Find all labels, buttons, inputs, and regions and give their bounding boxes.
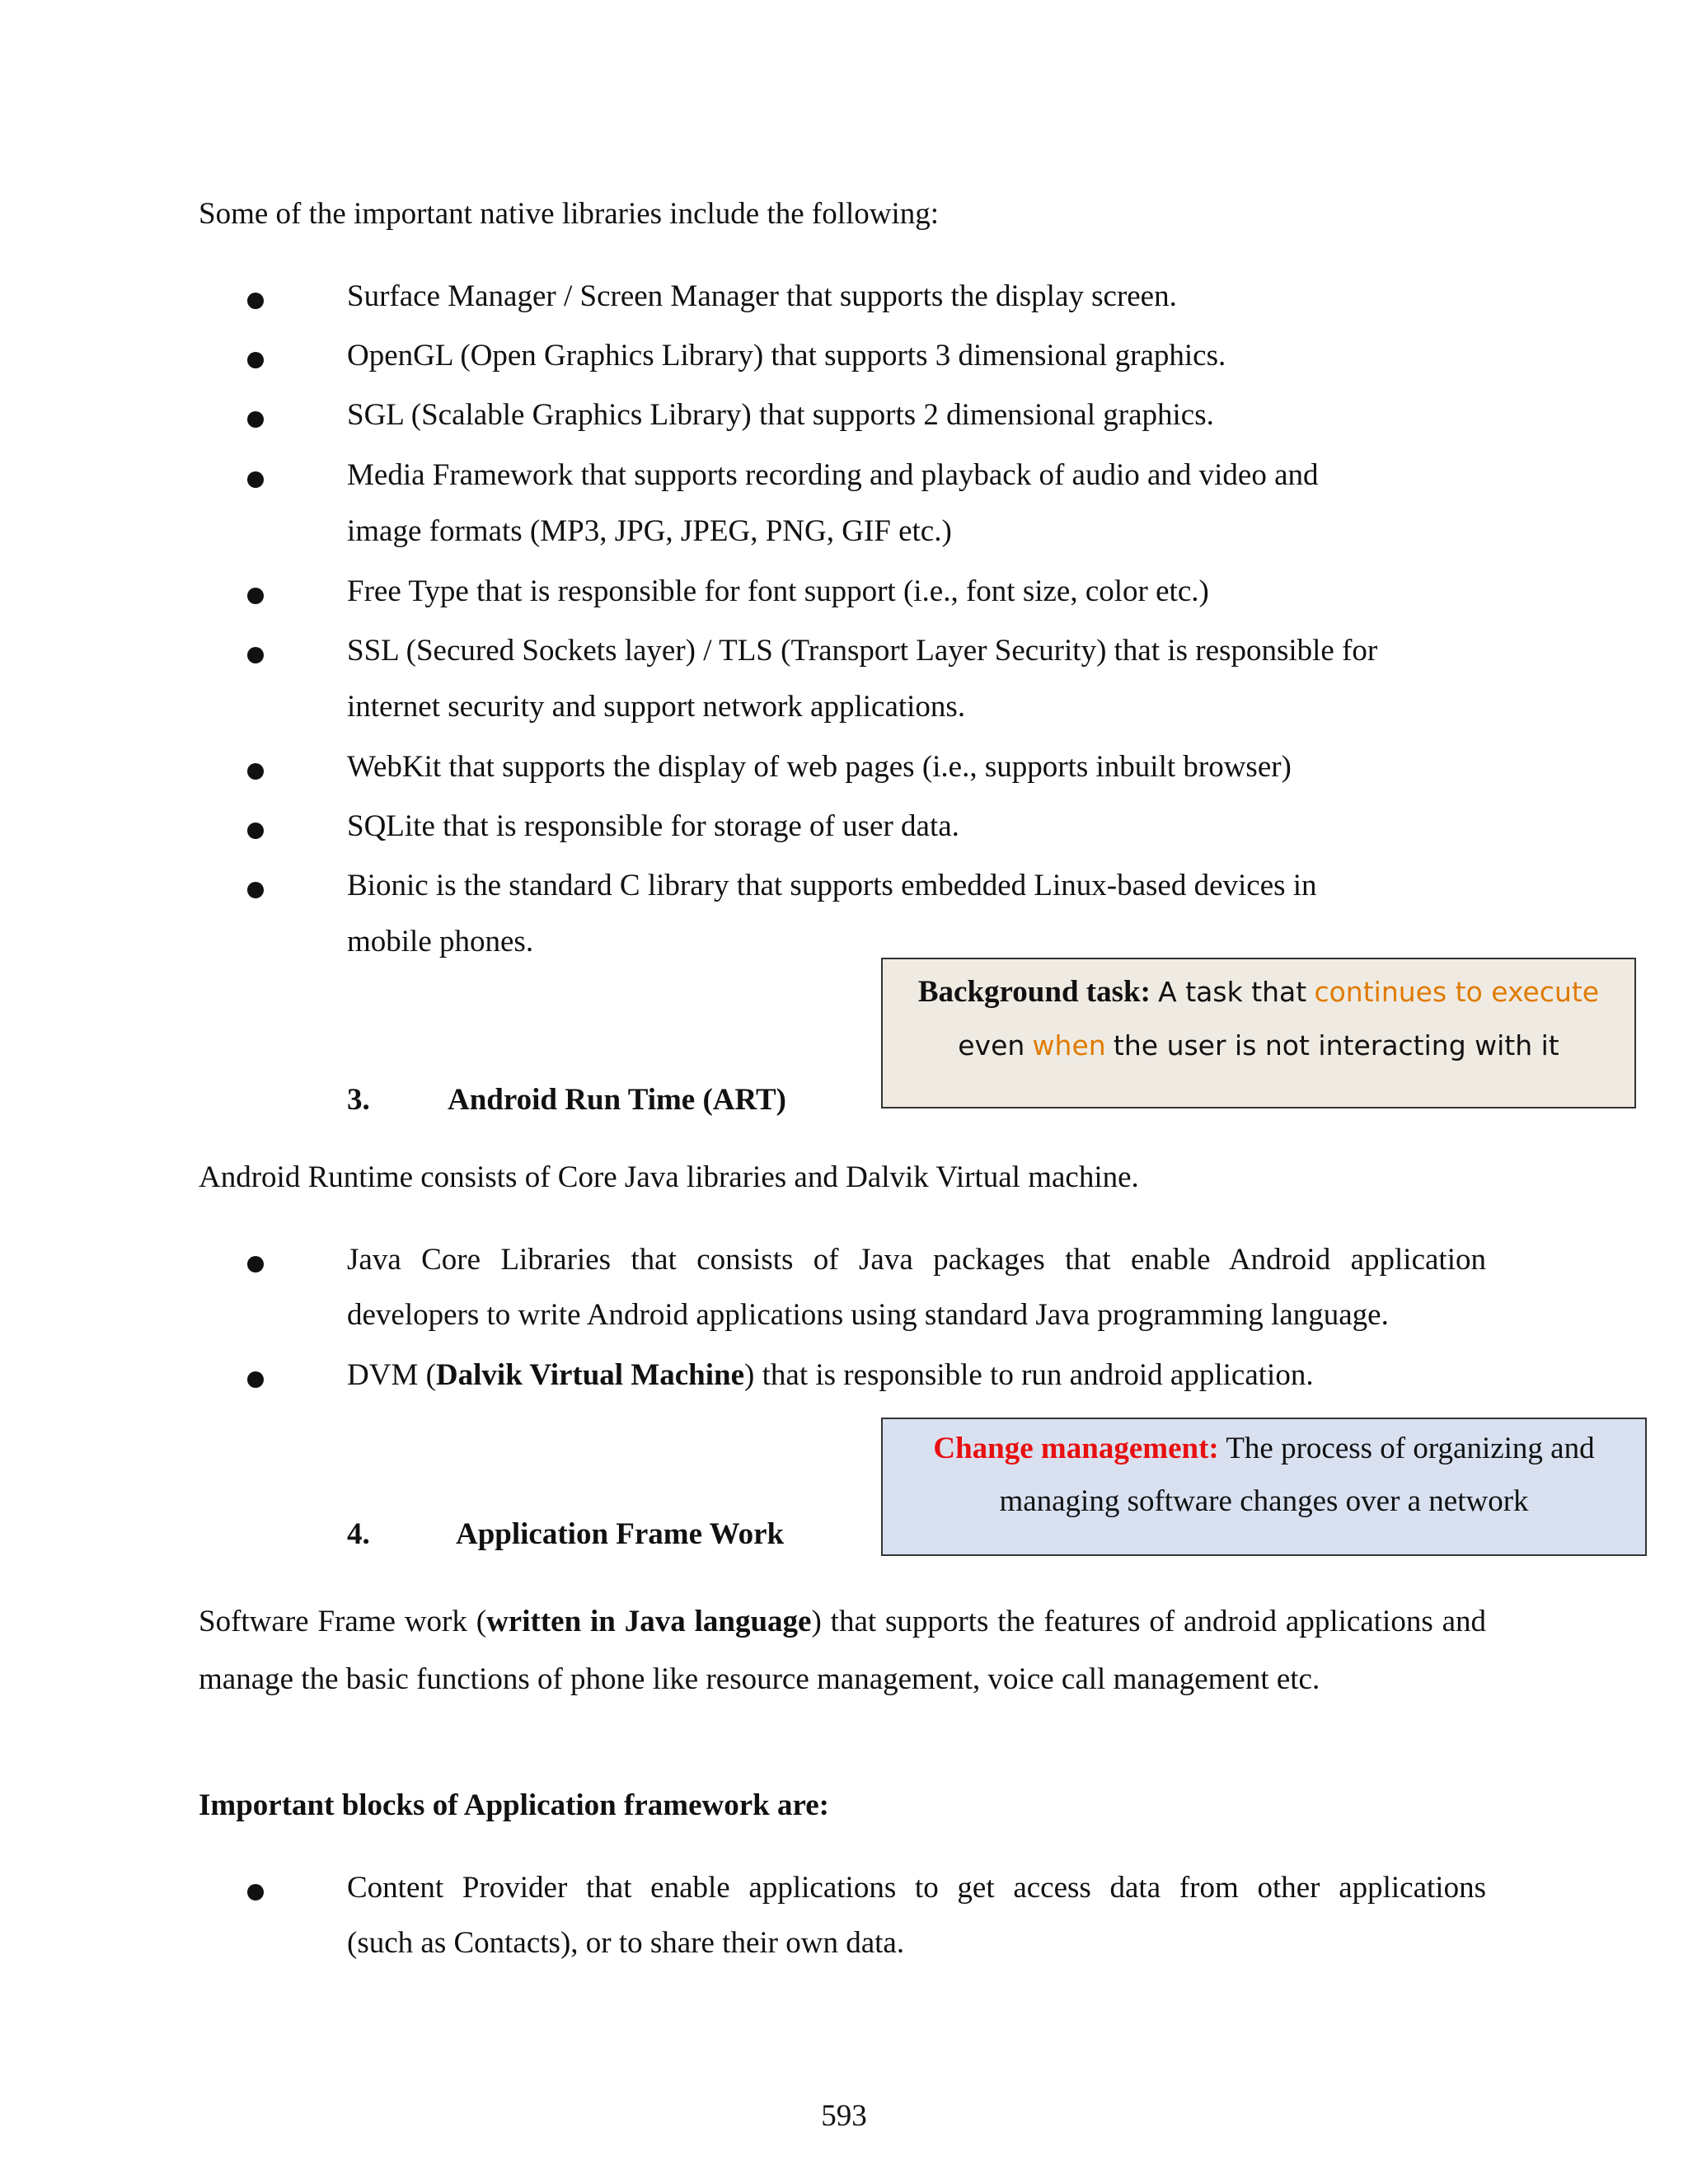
intro-text: Some of the important native libraries include the following: xyxy=(199,197,940,231)
paragraph-text: Software Frame work ( xyxy=(199,1605,487,1638)
bullet-icon xyxy=(247,823,264,839)
section-title: Android Run Time (ART) xyxy=(448,1083,786,1117)
callout-line xyxy=(883,974,1634,1010)
bullet-icon xyxy=(247,293,264,309)
dvm-bold: Dalvik Virtual Machine xyxy=(435,1358,745,1392)
list-item-text: mobile phones. xyxy=(347,925,534,958)
list-item-text: image formats (MP3, JPG, JPEG, PNG, GIF etc.) xyxy=(347,514,952,548)
callout-term: Background task: xyxy=(917,975,1151,1009)
list-item-text: SQLite that is responsible for storage of user data. xyxy=(347,809,959,843)
list-item-text: (such as Contacts), or to share their own data. xyxy=(347,1926,905,1960)
list-item-text: Bionic is the standard C library that supports embedded Linux-based devices in xyxy=(347,869,1317,902)
list-item-text: SGL (Scalable Graphics Library) that supports 2 dimensional graphics. xyxy=(347,398,1214,432)
bullet-icon xyxy=(247,1256,264,1272)
bullet-icon xyxy=(247,763,264,780)
callout-text: even xyxy=(958,1029,1025,1062)
background-task-callout xyxy=(881,958,1636,1108)
bullet-icon xyxy=(247,1371,264,1388)
list-item-text: developers to write Android applications using standard Java programming language. xyxy=(347,1298,1389,1332)
callout-line xyxy=(883,1431,1645,1466)
list-item-text: Content Provider that enable applications to get access data from other applications xyxy=(347,1871,1486,1905)
list-item-text: Media Framework that supports recording and playback of audio and video and xyxy=(347,458,1319,492)
list-item-text: Java Core Libraries that consists of Java packages that enable Android application xyxy=(347,1243,1486,1277)
callout-term: Change management: xyxy=(933,1432,1219,1465)
paragraph-bold: written in Java language xyxy=(486,1605,812,1638)
dvm-prefix: DVM ( xyxy=(347,1358,436,1392)
list-item-text: internet security and support network applications. xyxy=(347,690,966,724)
dvm-suffix: ) that is responsible to run android application. xyxy=(744,1358,1314,1392)
paragraph-text: ) that supports the features of android applications and manage the basic functions of phone like resource management, voice call management etc. xyxy=(199,1605,1487,1696)
callout-highlight: when xyxy=(1032,1029,1106,1062)
callout-text: The process of organizing and xyxy=(1226,1432,1595,1465)
list-item-text: WebKit that supports the display of web pages (i.e., supports inbuilt browser) xyxy=(347,750,1292,784)
bullet-icon xyxy=(247,1884,264,1900)
callout-highlight: continues to execute xyxy=(1314,976,1600,1008)
bullet-icon xyxy=(247,588,264,604)
page-number: 593 xyxy=(821,2099,867,2133)
callout-line xyxy=(883,1028,1634,1063)
list-item-text: SSL (Secured Sockets layer) / TLS (Transport Layer Security) that is responsible for xyxy=(347,634,1378,668)
callout-text: managing software changes over a network xyxy=(999,1484,1529,1518)
list-item-text: Free Type that is responsible for font support (i.e., font size, color etc.) xyxy=(347,574,1209,608)
bullet-icon xyxy=(247,352,264,368)
framework-paragraph xyxy=(199,1593,1486,1708)
dvm-item xyxy=(347,1357,1314,1393)
bullet-icon xyxy=(247,647,264,663)
bullet-icon xyxy=(247,882,264,898)
section-number: 3. xyxy=(347,1083,370,1117)
bullet-icon xyxy=(247,471,264,488)
bullet-icon xyxy=(247,411,264,428)
section-number: 4. xyxy=(347,1517,370,1551)
callout-text: the user is not interacting with it xyxy=(1113,1029,1559,1062)
change-management-callout xyxy=(881,1418,1647,1556)
list-item-text: Surface Manager / Screen Manager that supports the display screen. xyxy=(347,279,1177,313)
callout-text: A task that xyxy=(1158,976,1307,1008)
list-item-text: OpenGL (Open Graphics Library) that supports 3 dimensional graphics. xyxy=(347,339,1226,373)
art-intro: Android Runtime consists of Core Java libraries and Dalvik Virtual machine. xyxy=(199,1160,1139,1194)
blocks-heading: Important blocks of Application framework are: xyxy=(199,1788,829,1822)
section-title: Application Frame Work xyxy=(456,1517,785,1551)
